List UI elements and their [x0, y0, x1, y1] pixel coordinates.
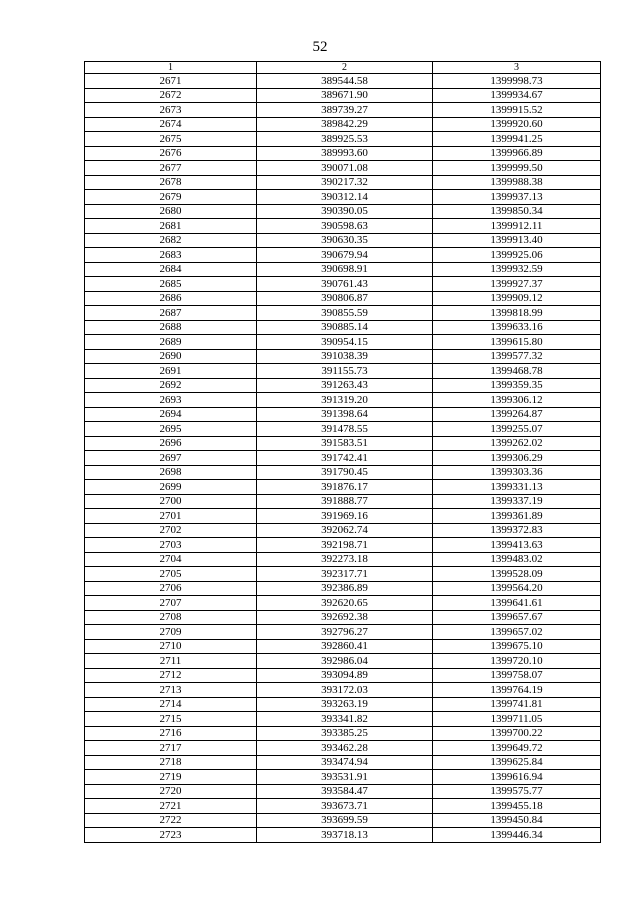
column-header-2: 2 [257, 62, 433, 74]
y-coordinate-cell: 1399741.81 [433, 697, 601, 712]
y-coordinate-cell: 1399264.87 [433, 407, 601, 422]
point-number-cell: 2685 [85, 277, 257, 292]
table-row [85, 364, 601, 379]
y-coordinate-cell: 1399564.20 [433, 581, 601, 596]
table-row [85, 146, 601, 161]
point-number-cell: 2708 [85, 610, 257, 625]
table-row [85, 581, 601, 596]
table-row [85, 451, 601, 466]
table-row [85, 248, 601, 263]
y-coordinate-cell: 1399700.22 [433, 726, 601, 741]
y-coordinate-cell: 1399625.84 [433, 755, 601, 770]
table-row [85, 726, 601, 741]
table-header-row [85, 62, 601, 74]
y-coordinate-cell: 1399616.94 [433, 770, 601, 785]
y-coordinate-cell: 1399657.02 [433, 625, 601, 640]
y-coordinate-cell: 1399988.38 [433, 175, 601, 190]
y-coordinate-cell: 1399446.34 [433, 828, 601, 843]
y-coordinate-cell: 1399675.10 [433, 639, 601, 654]
y-coordinate-cell: 1399528.09 [433, 567, 601, 582]
table-row [85, 509, 601, 524]
table-row [85, 190, 601, 205]
x-coordinate-cell: 392386.89 [257, 581, 433, 596]
y-coordinate-cell: 1399966.89 [433, 146, 601, 161]
table-row [85, 813, 601, 828]
point-number-cell: 2693 [85, 393, 257, 408]
point-number-cell: 2703 [85, 538, 257, 553]
y-coordinate-cell: 1399920.60 [433, 117, 601, 132]
x-coordinate-cell: 392198.71 [257, 538, 433, 553]
x-coordinate-cell: 390217.32 [257, 175, 433, 190]
point-number-cell: 2714 [85, 697, 257, 712]
point-number-cell: 2689 [85, 335, 257, 350]
x-coordinate-cell: 392273.18 [257, 552, 433, 567]
y-coordinate-cell: 1399850.34 [433, 204, 601, 219]
x-coordinate-cell: 389842.29 [257, 117, 433, 132]
point-number-cell: 2715 [85, 712, 257, 727]
table-row [85, 117, 601, 132]
table-row [85, 770, 601, 785]
y-coordinate-cell: 1399331.13 [433, 480, 601, 495]
point-number-cell: 2718 [85, 755, 257, 770]
point-number-cell: 2699 [85, 480, 257, 495]
table-row [85, 538, 601, 553]
table-row [85, 219, 601, 234]
point-number-cell: 2717 [85, 741, 257, 756]
x-coordinate-cell: 390954.15 [257, 335, 433, 350]
table-row [85, 523, 601, 538]
table-row [85, 277, 601, 292]
x-coordinate-cell: 391876.17 [257, 480, 433, 495]
table-row [85, 103, 601, 118]
point-number-cell: 2675 [85, 132, 257, 147]
table-row [85, 784, 601, 799]
page-number: 52 [312, 39, 328, 55]
table-row [85, 320, 601, 335]
table-row [85, 233, 601, 248]
x-coordinate-cell: 393172.03 [257, 683, 433, 698]
x-coordinate-cell: 393673.71 [257, 799, 433, 814]
point-number-cell: 2686 [85, 291, 257, 306]
y-coordinate-cell: 1399818.99 [433, 306, 601, 321]
table-row [85, 378, 601, 393]
y-coordinate-cell: 1399450.84 [433, 813, 601, 828]
x-coordinate-cell: 391583.51 [257, 436, 433, 451]
point-number-cell: 2719 [85, 770, 257, 785]
table-row [85, 335, 601, 350]
point-number-cell: 2692 [85, 378, 257, 393]
point-number-cell: 2706 [85, 581, 257, 596]
x-coordinate-cell: 393263.19 [257, 697, 433, 712]
y-coordinate-cell: 1399615.80 [433, 335, 601, 350]
point-number-cell: 2683 [85, 248, 257, 263]
point-number-cell: 2691 [85, 364, 257, 379]
x-coordinate-cell: 391742.41 [257, 451, 433, 466]
point-number-cell: 2680 [85, 204, 257, 219]
y-coordinate-cell: 1399998.73 [433, 74, 601, 89]
x-coordinate-cell: 390761.43 [257, 277, 433, 292]
table-body [85, 74, 601, 843]
point-number-cell: 2688 [85, 320, 257, 335]
point-number-cell: 2713 [85, 683, 257, 698]
table-row [85, 262, 601, 277]
point-number-cell: 2705 [85, 567, 257, 582]
x-coordinate-cell: 390630.35 [257, 233, 433, 248]
y-coordinate-cell: 1399633.16 [433, 320, 601, 335]
y-coordinate-cell: 1399915.52 [433, 103, 601, 118]
x-coordinate-cell: 393584.47 [257, 784, 433, 799]
x-coordinate-cell: 393462.28 [257, 741, 433, 756]
table-row [85, 625, 601, 640]
x-coordinate-cell: 391319.20 [257, 393, 433, 408]
table-row [85, 407, 601, 422]
x-coordinate-cell: 390312.14 [257, 190, 433, 205]
x-coordinate-cell: 391398.64 [257, 407, 433, 422]
table-row [85, 741, 601, 756]
point-number-cell: 2712 [85, 668, 257, 683]
point-number-cell: 2682 [85, 233, 257, 248]
y-coordinate-cell: 1399927.37 [433, 277, 601, 292]
x-coordinate-cell: 390679.94 [257, 248, 433, 263]
point-number-cell: 2707 [85, 596, 257, 611]
y-coordinate-cell: 1399999.50 [433, 161, 601, 176]
table-row [85, 755, 601, 770]
x-coordinate-cell: 393699.59 [257, 813, 433, 828]
x-coordinate-cell: 389739.27 [257, 103, 433, 118]
point-number-cell: 2677 [85, 161, 257, 176]
table-row [85, 393, 601, 408]
y-coordinate-cell: 1399912.11 [433, 219, 601, 234]
y-coordinate-cell: 1399483.02 [433, 552, 601, 567]
x-coordinate-cell: 393531.91 [257, 770, 433, 785]
y-coordinate-cell: 1399455.18 [433, 799, 601, 814]
x-coordinate-cell: 389544.58 [257, 74, 433, 89]
x-coordinate-cell: 393341.82 [257, 712, 433, 727]
x-coordinate-cell: 393474.94 [257, 755, 433, 770]
point-number-cell: 2671 [85, 74, 257, 89]
point-number-cell: 2695 [85, 422, 257, 437]
point-number-cell: 2678 [85, 175, 257, 190]
table-row [85, 697, 601, 712]
table-row [85, 567, 601, 582]
y-coordinate-cell: 1399934.67 [433, 88, 601, 103]
point-number-cell: 2674 [85, 117, 257, 132]
x-coordinate-cell: 390071.08 [257, 161, 433, 176]
x-coordinate-cell: 392860.41 [257, 639, 433, 654]
x-coordinate-cell: 390806.87 [257, 291, 433, 306]
table-row [85, 88, 601, 103]
y-coordinate-cell: 1399909.12 [433, 291, 601, 306]
table-row [85, 349, 601, 364]
point-number-cell: 2687 [85, 306, 257, 321]
table-row [85, 132, 601, 147]
x-coordinate-cell: 391790.45 [257, 465, 433, 480]
y-coordinate-cell: 1399255.07 [433, 422, 601, 437]
table-row [85, 552, 601, 567]
x-coordinate-cell: 393385.25 [257, 726, 433, 741]
x-coordinate-cell: 390855.59 [257, 306, 433, 321]
x-coordinate-cell: 391969.16 [257, 509, 433, 524]
y-coordinate-cell: 1399306.29 [433, 451, 601, 466]
y-coordinate-cell: 1399575.77 [433, 784, 601, 799]
x-coordinate-cell: 390698.91 [257, 262, 433, 277]
x-coordinate-cell: 392062.74 [257, 523, 433, 538]
table-row [85, 465, 601, 480]
point-number-cell: 2716 [85, 726, 257, 741]
table-row [85, 683, 601, 698]
x-coordinate-cell: 392986.04 [257, 654, 433, 669]
table-row [85, 74, 601, 89]
point-number-cell: 2696 [85, 436, 257, 451]
point-number-cell: 2704 [85, 552, 257, 567]
y-coordinate-cell: 1399657.67 [433, 610, 601, 625]
y-coordinate-cell: 1399577.32 [433, 349, 601, 364]
x-coordinate-cell: 390598.63 [257, 219, 433, 234]
table-row [85, 480, 601, 495]
point-number-cell: 2722 [85, 813, 257, 828]
x-coordinate-cell: 393094.89 [257, 668, 433, 683]
x-coordinate-cell: 392692.38 [257, 610, 433, 625]
table-row [85, 828, 601, 843]
y-coordinate-cell: 1399941.25 [433, 132, 601, 147]
y-coordinate-cell: 1399913.40 [433, 233, 601, 248]
y-coordinate-cell: 1399764.19 [433, 683, 601, 698]
point-number-cell: 2720 [85, 784, 257, 799]
y-coordinate-cell: 1399641.61 [433, 596, 601, 611]
y-coordinate-cell: 1399306.12 [433, 393, 601, 408]
y-coordinate-cell: 1399720.10 [433, 654, 601, 669]
point-number-cell: 2697 [85, 451, 257, 466]
x-coordinate-cell: 391888.77 [257, 494, 433, 509]
point-number-cell: 2723 [85, 828, 257, 843]
y-coordinate-cell: 1399262.02 [433, 436, 601, 451]
point-number-cell: 2702 [85, 523, 257, 538]
point-number-cell: 2681 [85, 219, 257, 234]
table-row [85, 306, 601, 321]
x-coordinate-cell: 389993.60 [257, 146, 433, 161]
table-row [85, 610, 601, 625]
y-coordinate-cell: 1399337.19 [433, 494, 601, 509]
point-number-cell: 2676 [85, 146, 257, 161]
table-row [85, 712, 601, 727]
table-row [85, 161, 601, 176]
table-row [85, 654, 601, 669]
coordinates-table [84, 61, 601, 843]
point-number-cell: 2721 [85, 799, 257, 814]
table-row [85, 175, 601, 190]
table-row [85, 668, 601, 683]
point-number-cell: 2700 [85, 494, 257, 509]
x-coordinate-cell: 393718.13 [257, 828, 433, 843]
x-coordinate-cell: 391155.73 [257, 364, 433, 379]
y-coordinate-cell: 1399711.05 [433, 712, 601, 727]
table-row [85, 639, 601, 654]
point-number-cell: 2698 [85, 465, 257, 480]
y-coordinate-cell: 1399413.63 [433, 538, 601, 553]
x-coordinate-cell: 390885.14 [257, 320, 433, 335]
table-row [85, 204, 601, 219]
point-number-cell: 2709 [85, 625, 257, 640]
y-coordinate-cell: 1399303.36 [433, 465, 601, 480]
table-row [85, 494, 601, 509]
x-coordinate-cell: 389925.53 [257, 132, 433, 147]
x-coordinate-cell: 391478.55 [257, 422, 433, 437]
table-row [85, 436, 601, 451]
y-coordinate-cell: 1399932.59 [433, 262, 601, 277]
y-coordinate-cell: 1399468.78 [433, 364, 601, 379]
table-row [85, 291, 601, 306]
x-coordinate-cell: 392620.65 [257, 596, 433, 611]
x-coordinate-cell: 390390.05 [257, 204, 433, 219]
y-coordinate-cell: 1399359.35 [433, 378, 601, 393]
column-header-3: 3 [433, 62, 601, 74]
y-coordinate-cell: 1399937.13 [433, 190, 601, 205]
x-coordinate-cell: 392317.71 [257, 567, 433, 582]
point-number-cell: 2679 [85, 190, 257, 205]
x-coordinate-cell: 391038.39 [257, 349, 433, 364]
y-coordinate-cell: 1399372.83 [433, 523, 601, 538]
y-coordinate-cell: 1399361.89 [433, 509, 601, 524]
point-number-cell: 2672 [85, 88, 257, 103]
y-coordinate-cell: 1399758.07 [433, 668, 601, 683]
table-row [85, 596, 601, 611]
point-number-cell: 2710 [85, 639, 257, 654]
y-coordinate-cell: 1399649.72 [433, 741, 601, 756]
point-number-cell: 2684 [85, 262, 257, 277]
x-coordinate-cell: 389671.90 [257, 88, 433, 103]
x-coordinate-cell: 392796.27 [257, 625, 433, 640]
column-header-1: 1 [85, 62, 257, 74]
point-number-cell: 2711 [85, 654, 257, 669]
point-number-cell: 2690 [85, 349, 257, 364]
point-number-cell: 2701 [85, 509, 257, 524]
table-row [85, 799, 601, 814]
y-coordinate-cell: 1399925.06 [433, 248, 601, 263]
point-number-cell: 2673 [85, 103, 257, 118]
table-row [85, 422, 601, 437]
x-coordinate-cell: 391263.43 [257, 378, 433, 393]
point-number-cell: 2694 [85, 407, 257, 422]
